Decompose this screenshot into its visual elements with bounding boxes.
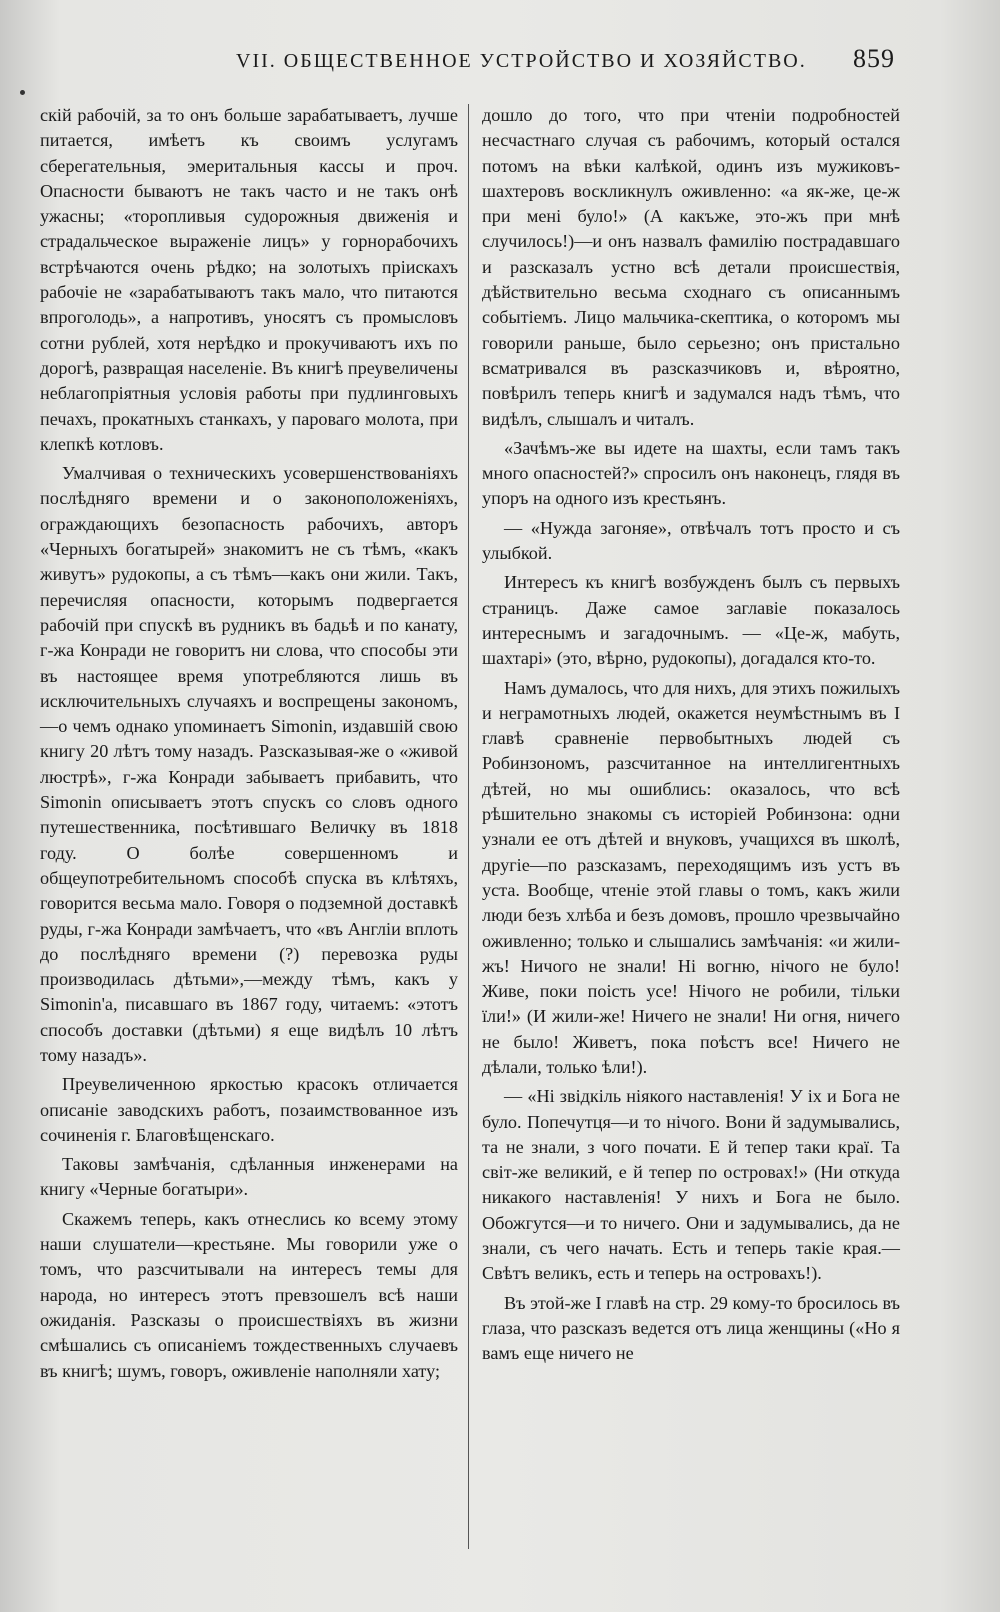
paragraph: скій рабочій, за то онъ больше зарабатываетъ, лучше питается, имѣетъ къ своимъ услугамъ сберегательныя, эмеритальныя кассы и проч. Опасности бываютъ не такъ часто и не такъ онѣ ужасны; «торопливыя судорожныя движенія и страдальческое выраженіе лицъ» у горнорабочихъ встрѣчаются очень рѣдко; на золотыхъ пріискахъ рабочіе не «зарабатываютъ такъ мало, что питаются впроголодь», а напротивъ, уносятъ съ промысловъ сотни рублей, хотя нерѣдко и прокучиваютъ ихъ по дорогѣ, развращая населеніе. Въ книгѣ преувеличены неблагопріятныя условія работы при пудлинговыхъ печахъ, прокатныхъ станкахъ, у пароваго молота, при клепкѣ котловъ. (40, 105, 458, 454)
paragraph: Скажемъ теперь, какъ отнеслись ко всему этому наши слушатели—крестьяне. Мы говорили уже о томъ, что разсчитывали на интересъ темы для народа, но интересъ этотъ превзошелъ всѣ наши ожиданія. Разсказы о происшествіяхъ въ жизни смѣшались съ описаніемъ тождественныхъ случаевъ въ книгѣ; шумъ, говоръ, оживленіе наполняли хату; (40, 1208, 458, 1381)
right-column (482, 103, 900, 1371)
page-number: 859 (853, 44, 895, 73)
running-header-title: VII. ОБЩЕСТВЕННОЕ УСТРОЙСТВО И ХОЗЯЙСТВО. (236, 50, 807, 72)
paragraph: Таковы замѣчанія, сдѣланныя инженерами на книгу «Черные богатыри». (40, 1154, 458, 1200)
paragraph: «Зачѣмъ-же вы идете на шахты, если тамъ такъ много опасностей?» спросилъ онъ наконецъ, глядя въ упоръ на одного изъ крестьянъ. (482, 437, 900, 509)
paragraph: дошло до того, что при чтеніи подробностей несчастнаго случая съ рабочимъ, который остался потомъ на вѣки калѣкой, одинъ изъ мужиковъ-шахтеровъ воскликнулъ оживленно: «а як-же, це-ж при мені було!» (А какъже, это-жъ при мнѣ случилось!)—и онъ назвалъ фамилію пострадавшаго и разсказалъ устно всѣ детали происшествія, дѣйствительно весьма сходнаго съ описаннымъ событіемъ. Лицо мальчика-скептика, о которомъ мы говорили раньше, было серьезно; онъ пристально всматривался въ разсказчиковъ и, вѣроятно, повѣрилъ теперь книгѣ и задумался надъ тѣмъ, что видѣлъ, слышалъ и читалъ. (482, 105, 900, 429)
paragraph: Намъ думалось, что для нихъ, для этихъ пожилыхъ и неграмотныхъ людей, окажется неумѣстнымъ въ I главѣ сравненіе первобытныхъ людей съ Робинзономъ, разсчитанное на интеллигентныхъ дѣтей, но мы ошиблись: оказалось, что всѣ рѣшительно знакомы съ исторіей Робинзона: одни узнали ее отъ дѣтей и внуковъ, учащихся въ школѣ, другіе—по разсказамъ, переходящимъ изъ устъ въ уста. Вообще, чтеніе этой главы о томъ, какъ жили люди безъ хлѣба и безъ домовъ, прошло чрезвычайно оживленно; только и слышались замѣчанія: «и жили-жъ! Ничого не знали! Ні вогню, нічого не було! Живе, поки поість усе! Нічого не робили, тільки їли!» (И жили-же! Ничего не знали! Ни огня, ничего не было! Живетъ, пока поѣстъ все! Ничего не дѣлали, только ѣли!). (482, 677, 900, 1077)
paragraph: Умалчивая о техническихъ усовершенствованіяхъ послѣдняго времени и о законоположеніяхъ, ограждающихъ безопасность рабочихъ, авторъ «Черныхъ богатырей» знакомитъ не съ тѣмъ, «какъ живутъ» рудокопы, а съ тѣмъ—какъ они жили. Такъ, перечисляя опасности, которымъ подвергается рабочій при спускѣ въ рудникъ въ бадьѣ и по канату, г-жа Конради не говоритъ ни слова, что способы эти въ настоящее время употребляются лишь въ исключительныхъ случаяхъ и воспрещены закономъ,—о чемъ однако упоминаетъ Simonin, издавшій свою книгу 20 лѣтъ тому назадъ. Разсказывая-же о «живой люстрѣ», г-жа Конради забываетъ прибавить, что Simonin описываетъ этотъ спускъ со словъ одного путешественника, посѣтившаго Величку въ 1818 году. О болѣе совершенномъ и общеупотребительномъ способѣ спуска въ клѣтяхъ, говорится весьма мало. Говоря о подземной доставкѣ руды, г-жа Конради замѣчаетъ, что «въ Англіи вплоть до послѣдняго времени (?) перевозка руды производилась дѣтьми»,—между тѣмъ, какъ у Simonin'а, писавшаго въ 1867 году, читаемъ: «этотъ способъ доставки (дѣтьми) я еще видѣлъ 10 лѣтъ тому назадъ». (40, 463, 458, 1065)
running-header (0, 40, 1000, 80)
left-column (40, 103, 458, 1388)
paragraph: Преувеличенною яркостью красокъ отличается описаніе заводскихъ работъ, позаимствованное изъ сочиненія г. Благовѣщенскаго. (40, 1074, 458, 1145)
paragraph: — «Нужда загоняе», отвѣчалъ тотъ просто и съ улыбкой. (482, 517, 900, 564)
paragraph: Интересъ къ книгѣ возбужденъ былъ съ первыхъ страницъ. Даже самое заглавіе показалось интереснымъ и загадочнымъ. — «Це-ж, мабуть, шахтарі» (это, вѣрно, рудокопы), догадался кто-то. (482, 572, 900, 669)
column-divider (468, 104, 469, 1549)
page-mark (20, 90, 25, 95)
paragraph: — «Ні звідкіль ніякого наставленія! У іх и Бога не було. Попечутця—и то нічого. Вони й задумывались, та не знали, з чого почати. Е й тепер таки краї. Та світ-же великий, е й тепер по островах!» (Ни откуда никакого наставленія! У нихъ и Бога не было. Обожгутся—и то ничего. Они и задумывались, да не знали, съ чего начать. Есть и теперь такіе края.—Свѣтъ великъ, есть и теперь на островахъ!). (482, 1086, 900, 1284)
paragraph: Въ этой-же I главѣ на стр. 29 кому-то бросилось въ глаза, что разсказъ ведется отъ лица женщины («Но я вамъ еще ничего не (482, 1292, 900, 1364)
